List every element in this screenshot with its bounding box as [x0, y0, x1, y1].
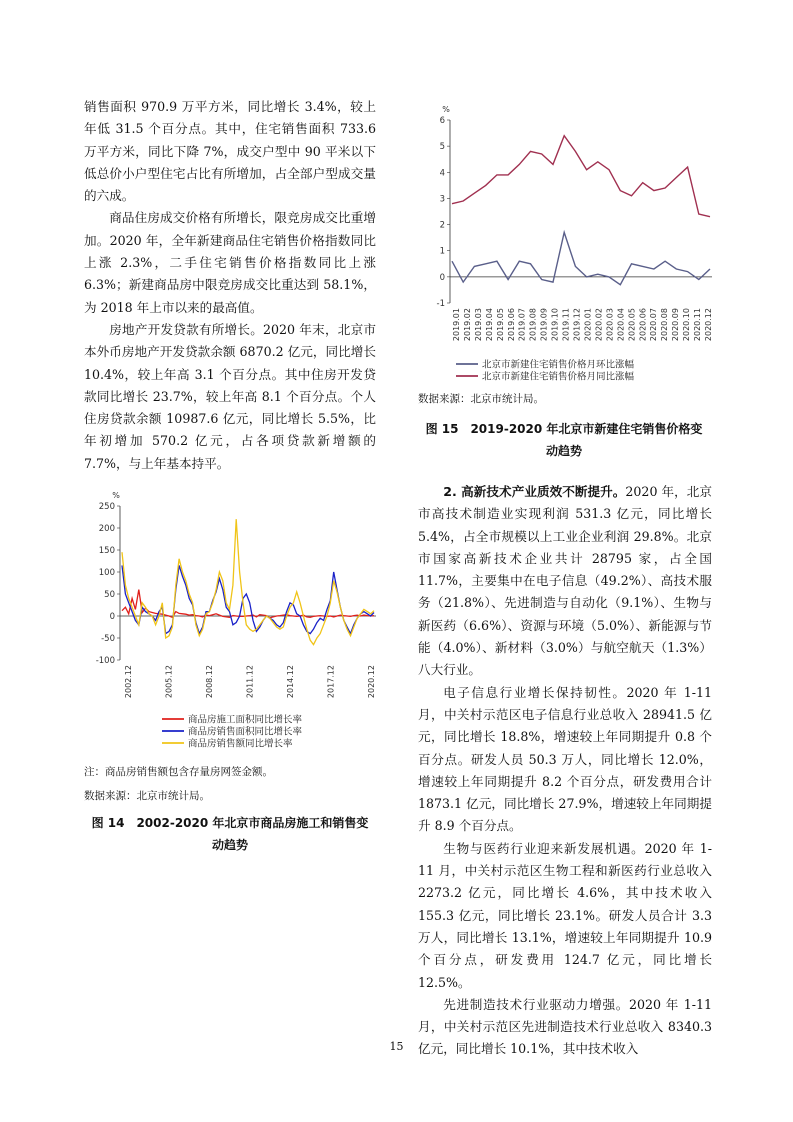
- legend-label-0: 北京市新建住宅销售价格月环比涨幅: [482, 359, 635, 371]
- x-tick-label: 2011.12: [245, 665, 255, 699]
- x-tick-label: 2019.12: [572, 308, 582, 342]
- y-tick-label: 150: [98, 546, 115, 556]
- figure-14-caption: [74, 812, 386, 856]
- right-text-column: [418, 481, 712, 1061]
- y-tick-label: 3: [439, 194, 445, 205]
- x-tick-label: 2017.12: [326, 665, 336, 699]
- x-tick-label: 2020.07: [649, 308, 659, 342]
- page-number: 15: [389, 1040, 404, 1053]
- paragraph-high-tech: [418, 481, 712, 682]
- legend-label-2: 商品房销售额同比增长率: [188, 738, 293, 750]
- x-tick-label: 2019.04: [484, 308, 494, 342]
- y-tick-label: 100: [98, 568, 115, 578]
- legend-label-0: 商品房施工面积同比增长率: [188, 714, 303, 726]
- figure-15-caption: [408, 418, 720, 462]
- x-tick-label: 2020.04: [616, 308, 626, 342]
- x-tick-label: 2019.06: [506, 308, 516, 342]
- y-tick-label: 2: [439, 220, 445, 231]
- x-tick-label: 2019.09: [539, 308, 549, 342]
- x-tick-label: 2019.07: [517, 308, 527, 342]
- x-tick-label: 2008.12: [205, 665, 214, 699]
- y-tick-label: -1: [436, 299, 445, 309]
- figure-15-caption-line2: 动趋势: [545, 444, 582, 458]
- paragraph-advanced-manufacturing: 先进制造技术行业驱动力增强。2020 年 1-11 月，中关村示范区先进制造技术行业总收入 8340.3 亿元，同比增长 10.1%，其中技术收入: [418, 996, 712, 1057]
- x-tick-label: 2002.12: [124, 665, 133, 699]
- x-tick-label: 2020.12: [367, 665, 376, 699]
- y-tick-label: 50: [104, 590, 115, 600]
- figure-14-note: 注：商品房销售额包含存量房网签金额。: [84, 766, 273, 778]
- paragraph-sales-area: 销售面积 970.9 万平方米，同比增长 3.4%，较上年低 31.5 个百分点。其中，住宅销售面积 733.6 万平方米，同比下降 7%，成交户型中 90 平米以下低总价小户型住宅占比有所增加，占全部户型成交量的六成。: [84, 99, 376, 204]
- figure-15-chart: [416, 96, 716, 386]
- series-line-1: [452, 136, 710, 217]
- y-tick-label: 4: [439, 168, 445, 179]
- x-tick-label: 2019.08: [528, 308, 538, 342]
- x-tick-label: 2020.05: [627, 308, 637, 342]
- y-axis-unit-label: %: [442, 105, 450, 114]
- x-tick-label: 2020.06: [638, 308, 648, 342]
- y-tick-label: 1: [439, 246, 445, 257]
- x-tick-label: 2020.10: [682, 308, 692, 342]
- x-tick-label: 2019.02: [462, 308, 472, 342]
- x-tick-label: 2020.09: [671, 308, 681, 342]
- section-heading-rest: 2020 年，北京市高技术制造业实现利润 531.3 亿元，同比增长 5.4%，占全市规模以上工业企业利润 29.8%。北京市国家高新技术企业共计 28795 家，占全国 11.7%，主要集中在电子信息（49.2%）、高技术服务（21.8%）、先进制造与自动化（9.1%）、生物与新医药（6.6%）、资源与环境（5.0%）、新能源与节能（4.0%）、新材料（3.0%）与航空航天（1.3%）八大行业。: [418, 484, 712, 678]
- paragraph-electronics: 电子信息行业增长保持韧性。2020 年 1-11 月，中关村示范区电子信息行业总收入 28941.5 亿元，同比增长 18.8%，增速较上年同期提升 0.8 个百分点。研发人员 50.3 万人，同比增长 12.0%，增速较上年同期提升 8.2 个百分点，研发费用合计 1873.1 亿元，同比增长 27.9%，增速较上年同期提升 8.9 个百分点。: [418, 684, 712, 834]
- x-tick-label: 2019.01: [452, 308, 461, 342]
- x-tick-label: 2020.12: [704, 308, 713, 342]
- y-tick-label: 250: [98, 502, 115, 512]
- y-axis-unit-label: %: [112, 491, 120, 500]
- x-tick-label: 2014.12: [286, 665, 295, 699]
- y-tick-label: 0: [439, 272, 445, 283]
- y-tick-label: 200: [98, 524, 115, 534]
- y-tick-label: 5: [439, 142, 445, 153]
- x-tick-label: 2019.10: [550, 308, 560, 342]
- paragraph-real-estate-loans: 房地产开发贷款有所增长。2020 年末，北京市本外币房地产开发贷款余额 6870.2 亿元，同比增长 10.4%，较上年高 3.1 个百分点。其中住房开发贷款同比增长 23.7%，较上年高 8.1 个百分点。个人住房贷款余额 10987.6 亿元，同比增长 5.5%，比年初增加 570.2 亿元，占各项贷款新增额的 7.7%，与上年基本持平。: [84, 321, 376, 471]
- figure-15-caption-line1: 图 15 2019-2020 年北京市新建住宅销售价格变: [425, 422, 703, 436]
- figure-14-source: 数据来源：北京市统计局。: [84, 790, 210, 802]
- y-tick-label: 6: [439, 116, 445, 126]
- x-tick-label: 2020.03: [605, 308, 615, 342]
- x-tick-label: 2019.03: [473, 308, 483, 342]
- figure-14-caption-line2: 动趋势: [211, 838, 248, 852]
- figure-14-caption-line1: 图 14 2002-2020 年北京市商品房施工和销售变: [91, 816, 369, 830]
- y-tick-label: 0: [109, 612, 115, 622]
- x-tick-label: 2005.12: [164, 665, 174, 699]
- figure-15-source: 数据来源：北京市统计局。: [418, 393, 544, 405]
- paragraph-housing-price: 商品住房成交价格有所增长，限竞房成交比重增加。2020 年，全年新建商品住宅销售价格指数同比上涨 2.3%，二手住宅销售价格指数同比上涨 6.3%；新建商品房中限竞房成交比重达到 58.1%，为 2018 年上市以来的最高值。: [84, 210, 376, 315]
- x-tick-label: 2019.11: [561, 308, 571, 342]
- section-heading-high-tech: 2. 高新技术产业质效不断提升。: [443, 484, 626, 499]
- paragraph-biomedicine: 生物与医药行业迎来新发展机遇。2020 年 1-11 月，中关村示范区生物工程和新医药行业总收入 2273.2 亿元，同比增长 4.6%，其中技术收入 155.3 亿元，同比增长 23.1%。研发人员合计 3.3 万人，同比增长 13.1%，增速较上年同期提升 10.9 个百分点，研发费用 124.7 亿元，同比增长 12.5%。: [418, 840, 712, 990]
- x-tick-label: 2020.11: [693, 308, 703, 342]
- legend-label-1: 商品房销售面积同比增长率: [188, 726, 303, 738]
- y-tick-label: -50: [101, 634, 115, 644]
- series-line-1: [122, 565, 374, 633]
- y-tick-label: -100: [95, 656, 115, 666]
- legend-label-1: 北京市新建住宅销售价格月同比涨幅: [482, 371, 635, 383]
- left-text-column: [84, 96, 376, 475]
- figure-14-chart: [84, 480, 384, 780]
- x-tick-label: 2020.08: [660, 308, 670, 342]
- x-tick-label: 2020.02: [594, 308, 604, 342]
- x-tick-label: 2019.05: [495, 308, 505, 342]
- x-tick-label: 2020.01: [583, 308, 593, 342]
